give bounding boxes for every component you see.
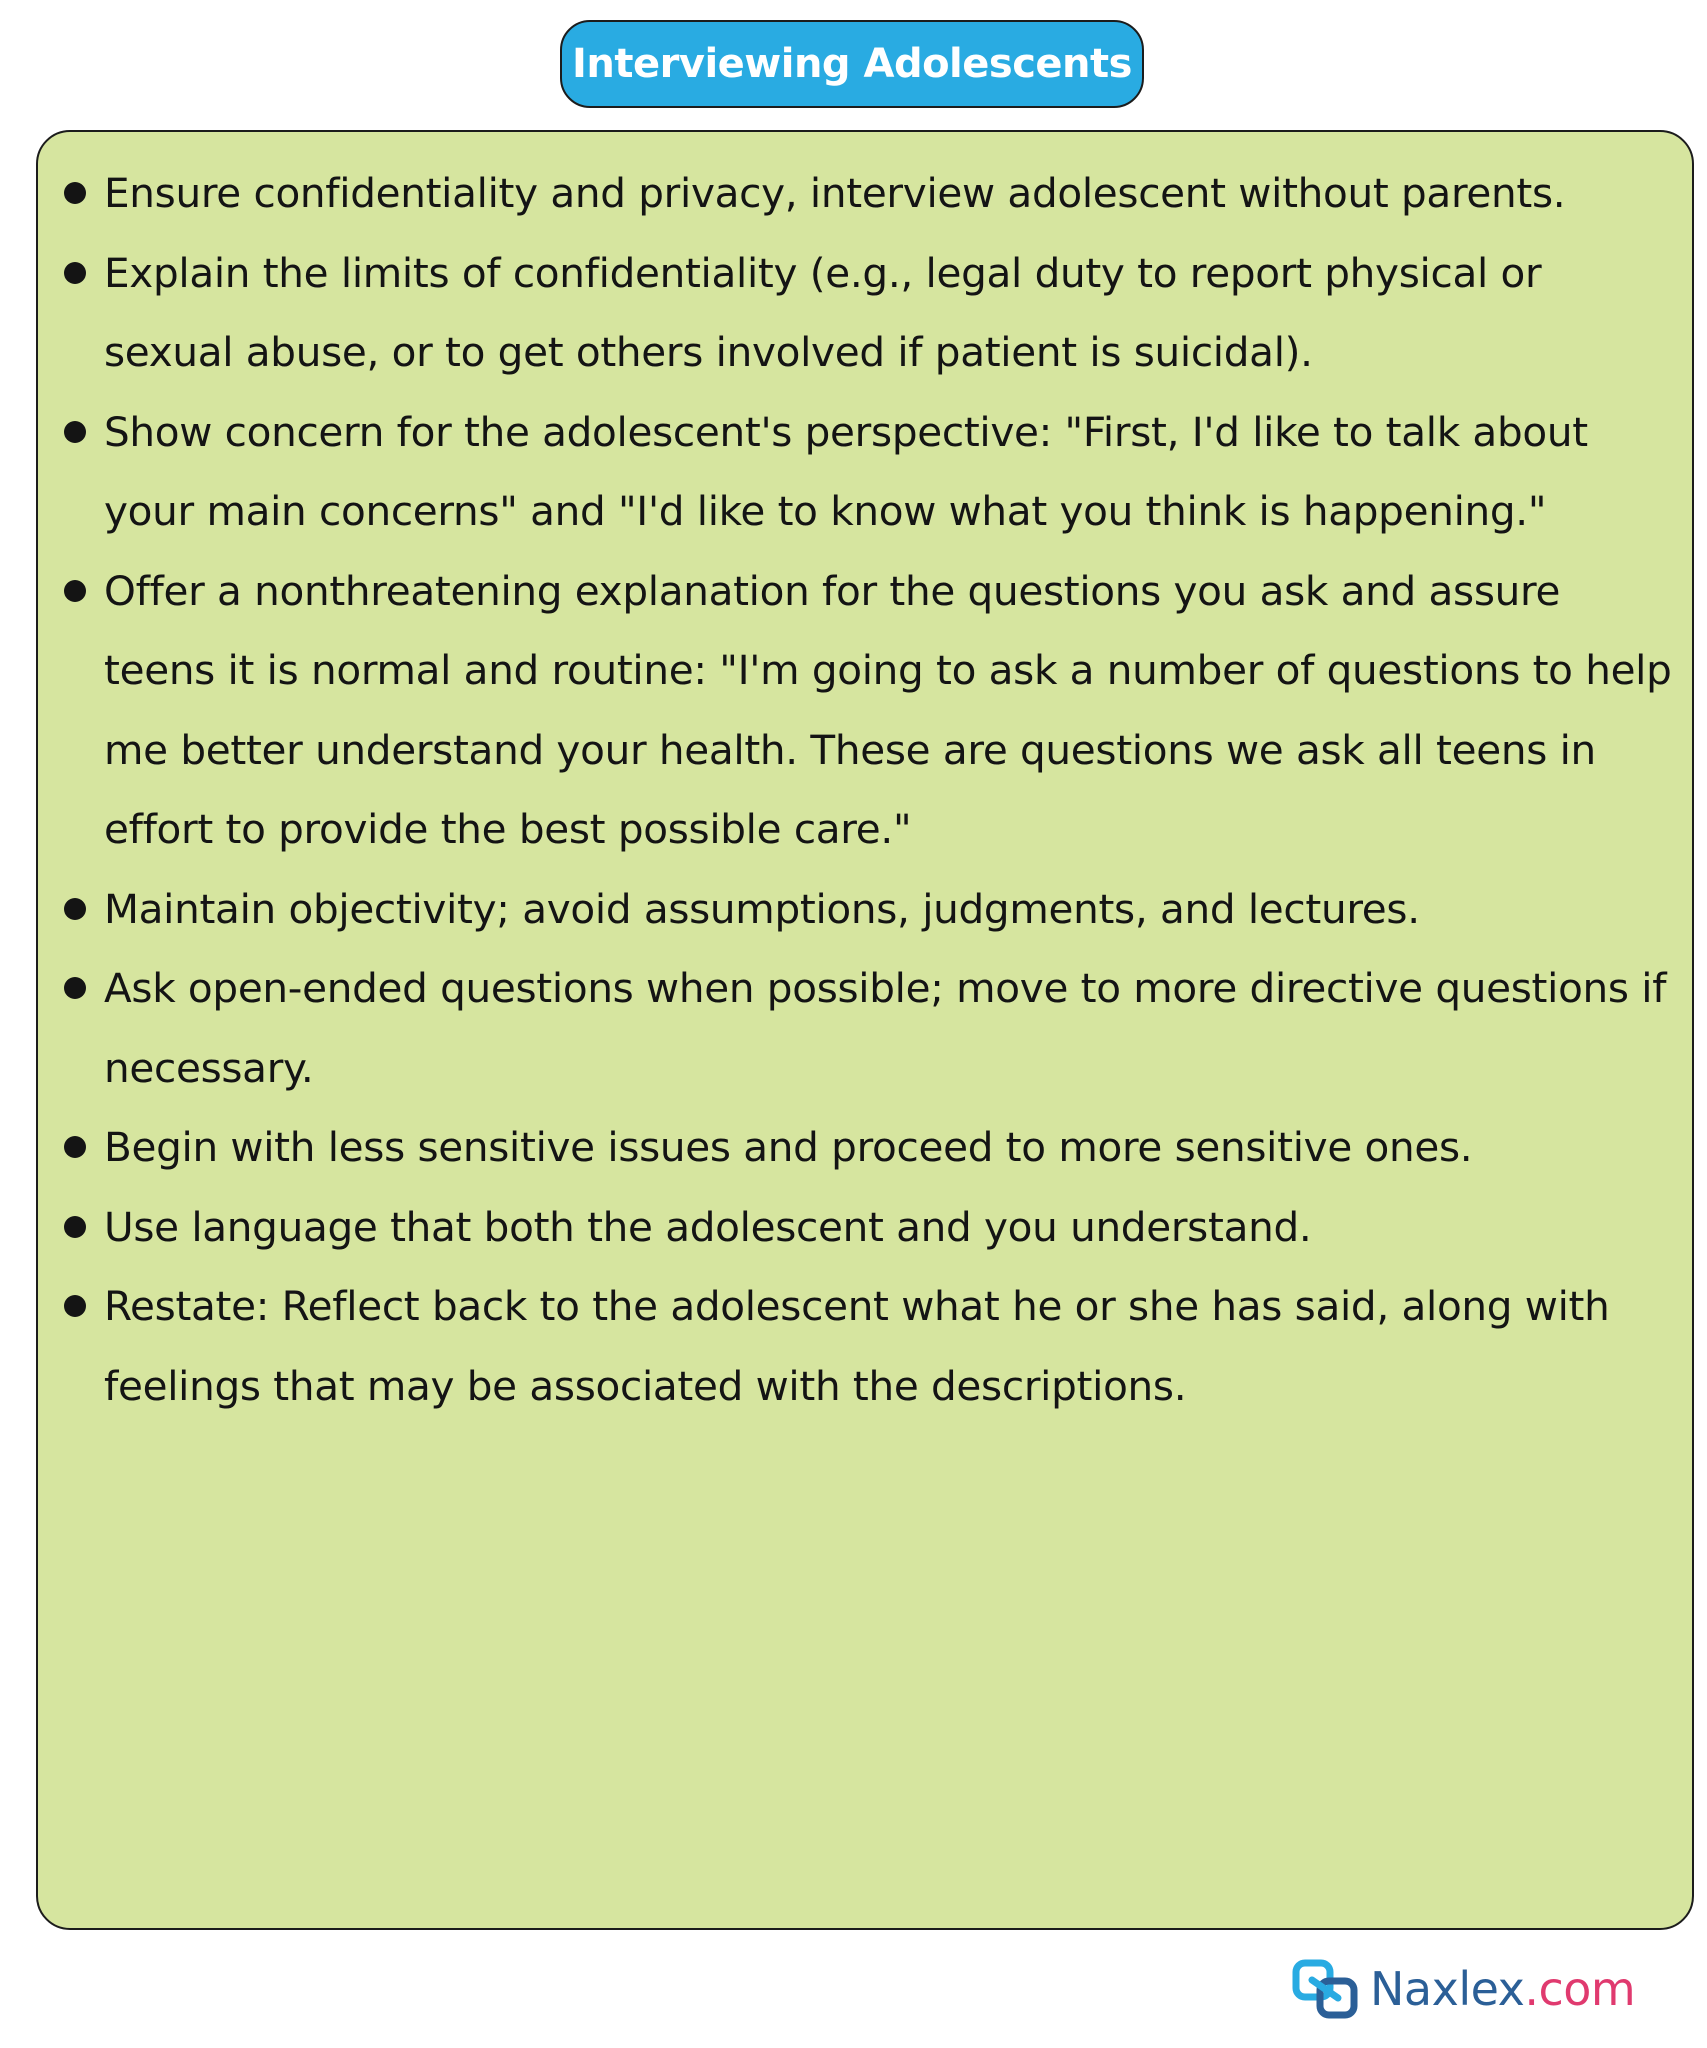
list-item bbox=[38, 1188, 1672, 1268]
list-item-text: Use language that both the adolescent and you understand. bbox=[104, 1202, 1312, 1251]
list-item-text: Begin with less sensitive issues and proceed to more sensitive ones. bbox=[104, 1123, 1473, 1171]
bullet-icon bbox=[64, 1136, 86, 1158]
bullet-icon bbox=[64, 182, 86, 204]
page-title-text: Interviewing Adolescents bbox=[572, 41, 1132, 87]
list-item bbox=[38, 552, 1672, 870]
bullet-icon bbox=[64, 1295, 86, 1317]
list-item-text: Show concern for the adolescent's perspective: "First, I'd like to talk about your main concerns" and "I'd like to know what you think is happening." bbox=[104, 407, 1588, 535]
naxlex-logo-icon bbox=[1290, 1953, 1362, 2025]
guidelines-panel bbox=[36, 130, 1694, 1930]
brand-tld: .com bbox=[1524, 1962, 1636, 2016]
list-item-text: Maintain objectivity; avoid assumptions, judgments, and lectures. bbox=[104, 884, 1420, 933]
list-item-text: Restate: Reflect back to the adolescent what he or she has said, along with feelings that may be associated with the descriptions. bbox=[104, 1282, 1610, 1410]
list-item bbox=[38, 234, 1672, 393]
list-item bbox=[38, 949, 1672, 1108]
list-item bbox=[38, 870, 1672, 950]
list-item-text: Ensure confidentiality and privacy, interview adolescent without parents. bbox=[104, 169, 1566, 217]
bullet-icon bbox=[64, 421, 86, 443]
bullet-icon bbox=[64, 262, 86, 284]
list-item-text: Ask open-ended questions when possible; move to more directive questions if necessary. bbox=[104, 964, 1667, 1092]
bullet-icon bbox=[64, 977, 86, 999]
list-item bbox=[38, 1267, 1672, 1426]
bullet-icon bbox=[64, 898, 86, 920]
bullet-icon bbox=[64, 580, 86, 602]
guidelines-list bbox=[38, 132, 1692, 1426]
page-title bbox=[560, 20, 1144, 108]
brand-name: Naxlex bbox=[1370, 1962, 1525, 2016]
list-item bbox=[38, 154, 1672, 234]
brand-wordmark bbox=[1370, 1962, 1635, 2016]
bullet-icon bbox=[64, 1216, 86, 1238]
brand-logo bbox=[1290, 1950, 1635, 2028]
list-item bbox=[38, 1108, 1672, 1188]
list-item bbox=[38, 393, 1672, 552]
list-item-text: Offer a nonthreatening explanation for the questions you ask and assure teens it is normal and routine: "I'm going to ask a number of questions to help me better understand your health. These are questions we ask all teens in effort to provide the best possible care." bbox=[104, 566, 1672, 853]
list-item-text: Explain the limits of confidentiality (e.g., legal duty to report physical or sexual abuse, or to get others involved if patient is suicidal). bbox=[104, 248, 1542, 376]
